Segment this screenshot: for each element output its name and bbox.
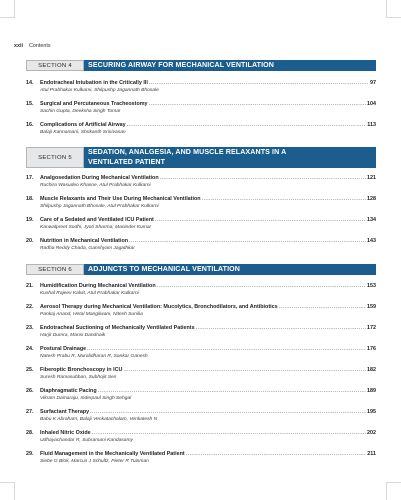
page-number: 97: [370, 80, 376, 86]
chapter-title: Endotracheal Suctioning of Mechanically Ventilated Patients: [40, 325, 195, 331]
toc-entry[interactable]: [26, 367, 376, 383]
page-number: 159: [367, 304, 376, 310]
page-number: 202: [367, 430, 376, 436]
chapter-authors: Siebe G Blok, Marcus J Schultz, Pieter R Tuinman: [40, 458, 149, 464]
crop-mark: [14, 0, 15, 18]
chapter-title: Nutrition in Mechanical Ventilation: [40, 238, 129, 244]
section-title: SECURING AIRWAY FOR MECHANICAL VENTILATION: [84, 60, 376, 71]
page-number: xxii: [14, 43, 23, 49]
section-title: [84, 147, 376, 168]
page-number: 128: [367, 196, 376, 202]
crop-mark: [387, 482, 401, 483]
chapter-number: 24.: [26, 346, 34, 352]
toc-entry[interactable]: [26, 346, 376, 362]
chapter-title: Care of a Sedated and Ventilated ICU Patient: [40, 217, 154, 223]
chapter-title: Fiberoptic Bronchoscopy in ICU: [40, 367, 123, 373]
chapter-number: 26.: [26, 388, 34, 394]
chapter-authors: Udhayachandar R, Subramani Kandasamy: [40, 437, 133, 443]
toc-entry[interactable]: [26, 175, 376, 191]
toc-entry[interactable]: [26, 304, 376, 320]
chapter-number: 23.: [26, 325, 34, 331]
chapter-number: 19.: [26, 217, 34, 223]
crop-mark: [387, 17, 401, 18]
page-number: 153: [367, 283, 376, 289]
chapter-authors: Pankaj Anand, Hetal Mangilwani, Nitesh Sunilia: [40, 311, 143, 317]
page-number: 172: [367, 325, 376, 331]
chapter-authors: Ruchira Wasudeo Khasne, Atul Prabhakar Kulkarni: [40, 182, 151, 188]
page-number: 134: [367, 217, 376, 223]
chapter-title: Complications of Artificial Airway: [40, 122, 126, 128]
chapter-title: Humidification During Mechanical Ventilation: [40, 283, 156, 289]
crop-mark: [0, 482, 14, 483]
chapter-authors: Harjit Dumra, Mansi Dandnaik: [40, 332, 106, 338]
chapter-number: 18.: [26, 196, 34, 202]
chapter-number: 14.: [26, 80, 34, 86]
chapter-authors: Vikram Damaraju, Inderpaul Singh Sehgal: [40, 395, 132, 401]
page-number: 104: [367, 101, 376, 107]
section-header: [26, 147, 376, 168]
section-title-line: SEDATION, ANALGESIA, AND MUSCLE RELAXANTS IN A: [88, 148, 287, 156]
chapter-authors: Babu K Abraham, Balaji Venkatachalam, Venkatesh N: [40, 416, 158, 422]
section-label: SECTION 5: [26, 147, 84, 168]
section-header: [26, 264, 376, 275]
chapter-title: Postural Drainage: [40, 346, 87, 352]
page-number: 189: [367, 388, 376, 394]
page-number: 113: [367, 122, 376, 128]
page-number: 121: [367, 175, 376, 181]
section-title-line: VENTILATED PATIENT: [88, 157, 166, 166]
crop-mark: [386, 0, 387, 18]
page-number: 182: [367, 367, 376, 373]
chapter-authors: Suresh Ramasubban, Subhojit Sen: [40, 374, 117, 380]
toc-entry[interactable]: [26, 325, 376, 341]
running-head-label: Contents: [29, 43, 51, 49]
page-number: 211: [367, 451, 376, 457]
page-number: 143: [367, 238, 376, 244]
chapter-title: Muscle Relaxants and Their Use During Mechanical Ventilation: [40, 196, 201, 202]
section-label: SECTION 4: [26, 60, 84, 71]
chapter-authors: Natesh Prabu R, Muralidharan R, Sankar Ganesh: [40, 353, 148, 359]
chapter-authors: Kanwalpreet Sodhi, Jyoti Sharma, Maninder Kumar: [40, 224, 152, 230]
toc-entry[interactable]: [26, 451, 376, 467]
toc-entry[interactable]: [26, 196, 376, 212]
chapter-number: 17.: [26, 175, 34, 181]
chapter-number: 29.: [26, 451, 34, 457]
chapter-title: Analgosedation During Mechanical Ventilation: [40, 175, 159, 181]
chapter-title: Inhaled Nitric Oxide: [40, 430, 91, 436]
toc-entry[interactable]: [26, 430, 376, 446]
chapter-title: Aerosol Therapy during Mechanical Ventilation: Mucolytics, Bronchodilators, and Antibiotics: [40, 304, 278, 310]
chapter-number: 25.: [26, 367, 34, 373]
chapter-authors: Radha Reddy Chada, Ganshyam Jagathkar: [40, 245, 135, 251]
chapter-authors: Atul Prabhakar Kulkarni, Shilpushp Jagannath Bhosale: [40, 87, 159, 93]
chapter-number: 27.: [26, 409, 34, 415]
toc-entry[interactable]: [26, 122, 376, 138]
chapter-title: Surgical and Percutaneous Tracheostomy: [40, 101, 148, 107]
crop-mark: [0, 17, 14, 18]
section-header: [26, 60, 376, 71]
toc-entry[interactable]: [26, 409, 376, 425]
toc-entry[interactable]: [26, 80, 376, 96]
toc-entry[interactable]: [26, 217, 376, 233]
chapter-title: Fluid Management in the Mechanically Ventilated Patient: [40, 451, 185, 457]
chapter-number: 15.: [26, 101, 34, 107]
chapter-title: Surfactant Therapy: [40, 409, 90, 415]
toc-entry[interactable]: [26, 238, 376, 254]
page-number: 195: [367, 409, 376, 415]
toc-entry[interactable]: [26, 101, 376, 117]
chapter-number: 16.: [26, 122, 34, 128]
chapter-title: Endotracheal Intubation in the Critically Ill: [40, 80, 148, 86]
crop-mark: [386, 482, 387, 500]
chapter-number: 22.: [26, 304, 34, 310]
page-number: 176: [367, 346, 376, 352]
toc-entry[interactable]: [26, 283, 376, 299]
section-label: SECTION 6: [26, 264, 84, 275]
chapter-number: 20.: [26, 238, 34, 244]
chapter-authors: Shilpushp Jagannath Bhosale, Atul Prabhakar Kulkarni: [40, 203, 159, 209]
chapter-authors: Sachin Gupta, Deeksha Singh Tomar: [40, 108, 121, 114]
chapter-number: 28.: [26, 430, 34, 436]
chapter-title: Diaphragmatic Pacing: [40, 388, 97, 394]
crop-mark: [14, 482, 15, 500]
chapter-authors: Balaji Kannamani, Shrikanth Srinivasan: [40, 129, 126, 135]
running-head: [14, 43, 51, 49]
toc-entry[interactable]: [26, 388, 376, 404]
chapter-authors: Kushal Rajeev Kalvit, Atul Prabhakar Kulkarni: [40, 290, 139, 296]
section-title: ADJUNCTS TO MECHANICAL VENTILATION: [84, 264, 376, 275]
chapter-number: 21.: [26, 283, 34, 289]
